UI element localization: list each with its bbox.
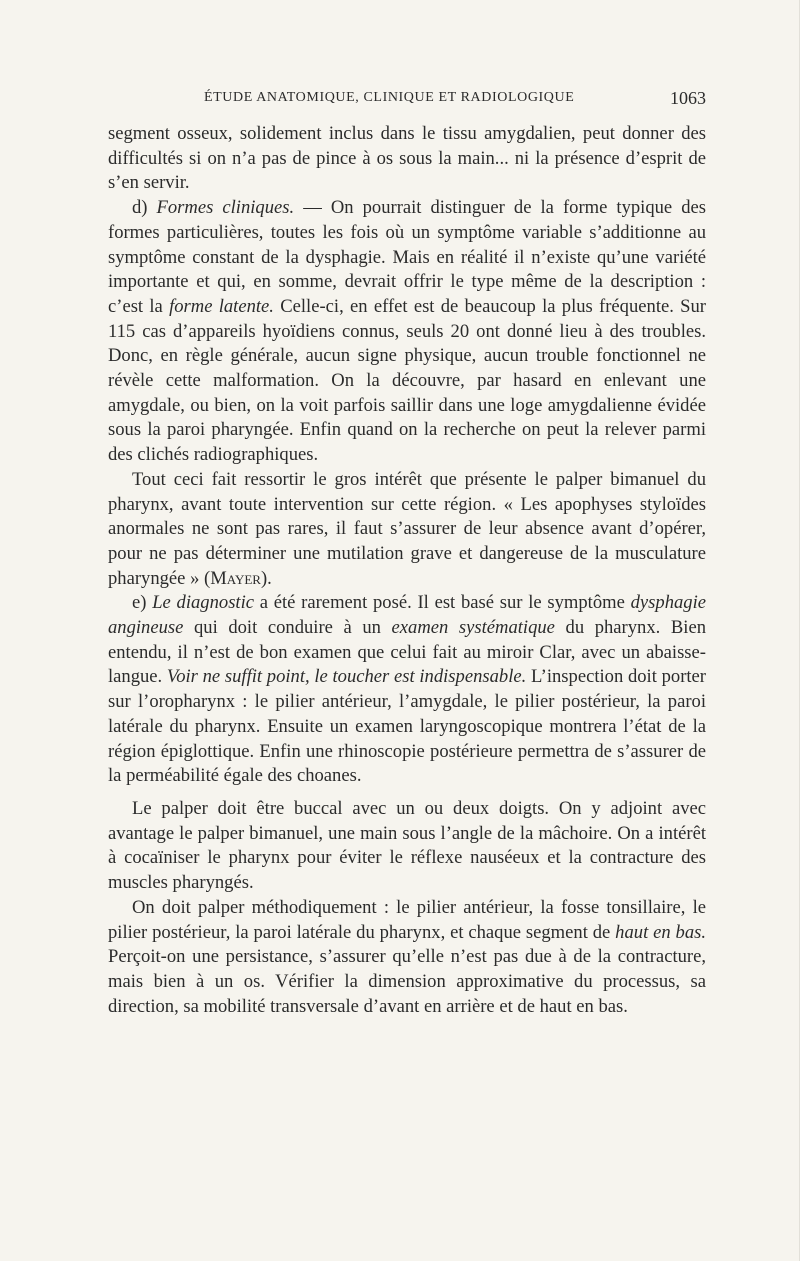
paragraph-text: L’inspection doit porter sur l’oropharynx : le pilier antérieur, l’amygdale, le pilier postérieur, la paroi latérale du pharynx. Ensuite un examen laryngoscopique montrera l’état de la région épiglottique. Enfin une rhinoscopie postérieure permettra de s’assurer de la perméabilité égale des choanes. <box>108 666 706 787</box>
emphasized-term: dysphagie angineuse <box>108 592 707 639</box>
paragraph-text: — On pourrait distinguer de la forme typique des formes particulières, toutes les fois où un symptôme variable s’additionne au symptôme constant de la dysphagie. Mais en réalité il n’existe qu’une variété importante et qui, en somme, devrait offrir le type même de la description : c’est la <box>108 197 707 317</box>
author-citation: Mayer <box>210 567 261 589</box>
paragraph-text: Perçoit-on une persistance, s’assurer qu’elle n’est pas due à de la contracture, mais bien à un os. Vérifier la dimension approximative du processus, sa direction, sa mobilité transversale d’avant en arrière et de haut en bas. <box>108 946 706 1017</box>
paragraph-text: a été rarement posé. Il est basé sur le symptôme <box>254 592 631 614</box>
running-header <box>108 88 706 112</box>
emphasized-term: examen systématique <box>391 617 555 639</box>
section-letter: d) <box>132 197 157 219</box>
paragraph-text: On doit palper méthodiquement : le pilier antérieur, la fosse tonsillaire, le pilier postérieur, la paroi latérale du pharynx, et chaque segment de <box>108 896 706 943</box>
emphasized-term: haut en bas. <box>615 921 707 943</box>
paragraph-text: Tout ceci fait ressortir le gros intérêt que présente le palper bimanuel du pharynx, avant toute intervention sur cette région. « Les apophyses styloïdes anormales ne sont pas rares, il faut s’assurer de leur absence avant d’opérer, pour ne pas déterminer une mutilation grave et dangereuse de la musculature pharyngée » ( <box>108 468 706 589</box>
paragraph-text: ). <box>260 567 272 589</box>
paragraph-text: Le palper doit être buccal avec un ou deux doigts. On y adjoint avec avantage le palper bimanuel, une main sous l’angle de la mâchoire. On a intérêt à cocaïniser le pharynx pour éviter le réflexe nauséeux et la contracture des muscles pharyngés. <box>108 797 706 894</box>
section-heading: Formes cliniques. <box>156 197 295 219</box>
paragraph-text: qui doit conduire à un <box>183 617 392 639</box>
section-letter: e) <box>132 592 153 614</box>
paragraph-palper-bimanuel <box>108 468 706 592</box>
paragraph-text: segment osseux, solidement inclus dans le tissu amygdalien, peut donner des difficultés si on n’a pas de pince à os sous la main... ni la présence d’esprit de s’en servir. <box>108 123 706 194</box>
paragraph-text: Celle-ci, en effet est de beaucoup la plus fréquente. Sur 115 cas d’appareils hyoïdiens connus, seuls 20 ont donné lieu à des troubles. Donc, en règle générale, aucun signe physique, aucun trouble fonctionnel ne révèle cette malformation. On la découvre, par hasard en enlevant une amygdale, ou bien, on la voit parfois saillir dans une loge amygdalienne évidée sous la paroi pharyngée. Enfin quand on la recherche on peut la relever parmi des clichés radiographiques. <box>108 295 706 466</box>
paragraph-continued <box>108 122 706 196</box>
paragraph-palper-buccal <box>108 797 706 896</box>
paragraph-diagnostic <box>108 591 706 789</box>
paragraph-formes-cliniques <box>108 196 706 468</box>
body-text <box>108 122 706 1019</box>
emphasized-term: Voir ne suffit point, le toucher est indispensable. <box>166 666 527 688</box>
running-title: ÉTUDE ANATOMIQUE, CLINIQUE ET RADIOLOGIQUE <box>204 90 575 105</box>
paragraph-text: du pharynx. Bien entendu, il n’est de bon examen que celui fait au miroir Clar, avec un abaisse-langue. <box>108 617 706 688</box>
section-heading: Le diagnostic <box>152 592 255 614</box>
emphasized-term: forme latente. <box>169 295 274 317</box>
page-number: 1063 <box>670 88 706 108</box>
paragraph-palpation-method <box>108 896 706 1020</box>
